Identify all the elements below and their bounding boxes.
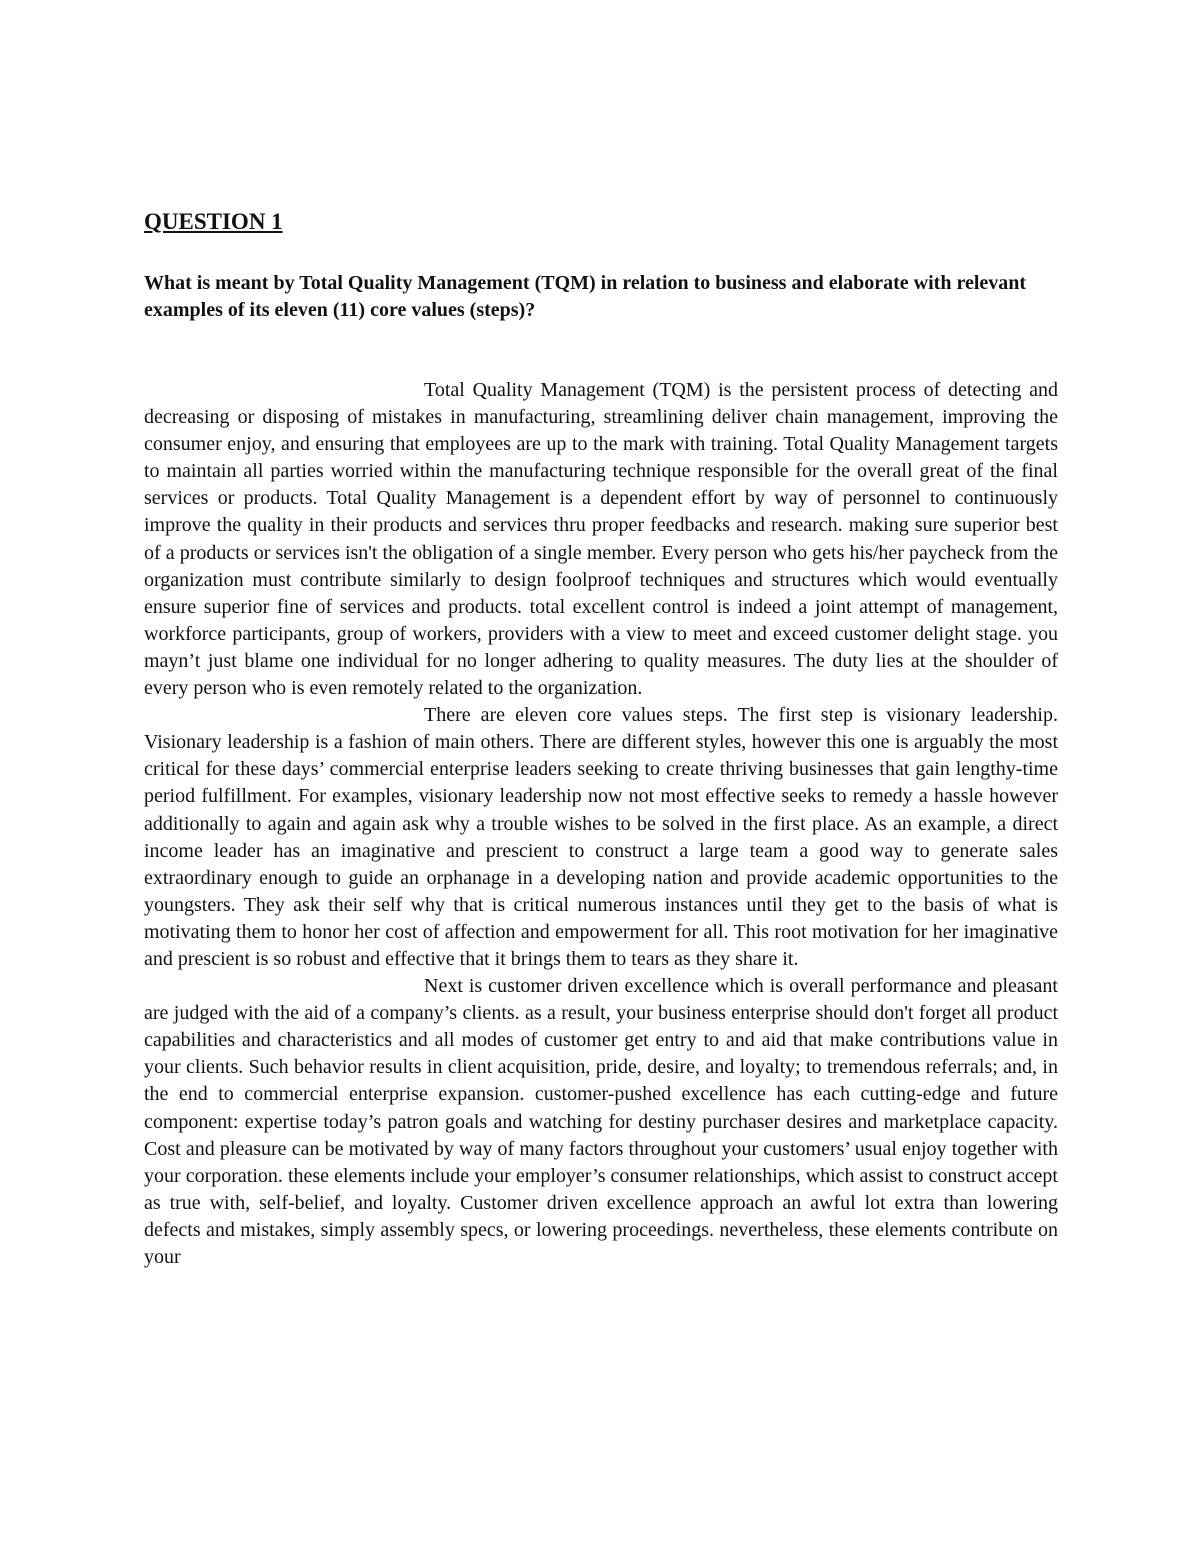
- question-text: What is meant by Total Quality Management (TQM) in relation to business and elaborate with relevant examples of its eleven (11) core values (steps)?: [144, 272, 1027, 321]
- paragraph-customer-driven-excellence: Next is customer driven excellence which is overall performance and pleasant are judged with the aid of a company’s clients. as a result, your business enterprise should don't forget all product capabilities and characteristics and all modes of customer get entry to and aid that make contributions value in your clients. Such behavior results in client acquisition, pride, desire, and loyalty; to tremendous referrals; and, in the end to commercial enterprise expansion. customer-pushed excellence has each cutting-edge and future component: expertise today’s patron goals and watching for destiny purchaser desires and marketplace capacity. Cost and pleasure can be motivated by way of many factors throughout your customers’ usual enjoy together with your corporation. these elements include your employer’s consumer relationships, which assist to construct accept as true with, self-belief, and loyalty. Customer driven excellence approach an awful lot extra than lowering defects and mistakes, simply assembly specs, or lowering proceedings. nevertheless, these elements contribute on your: [144, 975, 1058, 1268]
- paragraph-visionary-leadership: There are eleven core values steps. The first step is visionary leadership. Visionary leadership is a fashion of main others. There are different styles, however this one is arguably the most critical for these days’ commercial enterprise leaders seeking to create thriving businesses that gain lengthy-time period fulfillment. For examples, visionary leadership now not most effective seeks to remedy a hassle however additionally to again and again ask why a trouble wishes to be solved in the first place. As an example, a direct income leader has an imaginative and prescient to construct a large team a good way to generate sales extraordinary enough to guide an orphanage in a developing nation and provide academic opportunities to the youngsters. They ask their self why that is critical numerous instances until they get to the basis of what is motivating them to honor her cost of affection and empowerment for all. This root motivation for her imaginative and prescient is so robust and effective that it brings them to tears as they share it.: [144, 704, 1058, 970]
- paragraph-tqm-definition: Total Quality Management (TQM) is the persistent process of detecting and decreasing or disposing of mistakes in manufacturing, streamlining deliver chain management, improving the consumer enjoy, and ensuring that employees are up to the mark with training. Total Quality Management targets to maintain all parties worried within the manufacturing technique responsible for the overall great of the final services or products. Total Quality Management is a dependent effort by way of personnel to continuously improve the quality in their products and services thru proper feedbacks and research. making sure superior best of a products or services isn't the obligation of a single member. Every person who gets his/her paycheck from the organization must contribute similarly to design foolproof techniques and structures which would eventually ensure superior fine of services and products. total excellent control is indeed a joint attempt of management, workforce participants, group of workers, providers with a view to meet and exceed customer delight stage. you mayn’t just blame one individual for no longer adhering to quality measures. The duty lies at the shoulder of every person who is even remotely related to the organization.: [144, 379, 1058, 700]
- question-heading: QUESTION 1: [144, 209, 283, 234]
- document-content: [144, 206, 1058, 1271]
- answer-body: [144, 377, 1058, 1271]
